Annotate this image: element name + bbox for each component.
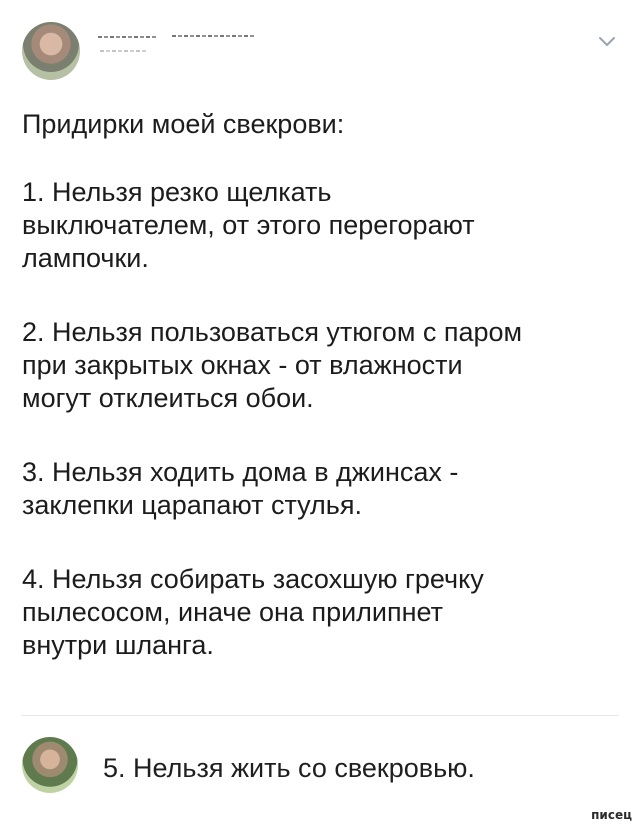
blurred-display-name-extension — [172, 35, 256, 37]
blurred-user-info — [98, 32, 278, 72]
list-item: 2. Нельзя пользоваться утюгом с паром при закрытых окнах - от влажности могут отклеиться обои. — [22, 317, 523, 413]
author-avatar[interactable] — [22, 22, 80, 80]
blurred-display-name — [98, 36, 156, 38]
reply-divider — [22, 715, 618, 716]
reply-avatar[interactable] — [22, 737, 78, 793]
chevron-down-icon[interactable] — [596, 32, 618, 50]
list-item: 1. Нельзя резко щелкать выключателем, от этого перегорают лампочки. — [22, 177, 475, 273]
post-header — [22, 22, 620, 80]
post-intro: Придирки моей свекрови: — [22, 109, 345, 139]
list-item: 3. Нельзя ходить дома в джинсах - заклепки царапают стулья. — [22, 457, 459, 520]
post-content — [22, 108, 618, 662]
list-item: 4. Нельзя собирать засохшую гречку пылесосом, иначе она прилипнет внутри шланга. — [22, 564, 484, 660]
blurred-username — [100, 50, 148, 52]
watermark: писец — [591, 808, 632, 822]
reply-text: 5. Нельзя жить со свекровью. — [103, 753, 475, 783]
